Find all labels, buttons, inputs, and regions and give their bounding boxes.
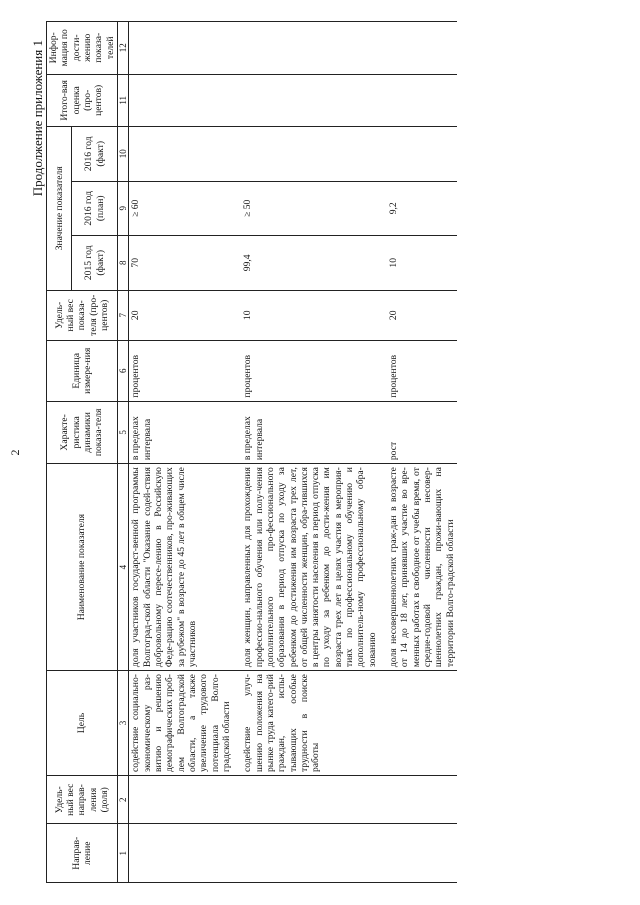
dynamics-cell: в пределах интервала: [129, 401, 233, 464]
value-2016-plan-cell: 9,2: [387, 181, 457, 236]
table-row: [387, 22, 457, 883]
weight-cell: 20: [387, 290, 457, 340]
continuation-label: Продолжение приложения 1: [30, 40, 45, 197]
indicator-cell: доля женщин, направленных для прохождения профессио-нального обучения или полу-чения дополнительного про-фессионального образования в период отпуска по уходу за ребенком до достижения им возраста трех лет, от общей численности женщин, обра-тившихся в центры занятости населения в период отпуска по уходу за ребенком до дости-жения им возраста трех лет в целях участия в мероприя-тиях по профессиональному обучению и дополнитель-ному профессиональному обра-зованию: [241, 464, 379, 671]
value-2015-cell: 10: [387, 236, 457, 291]
column-number-row: [117, 22, 129, 883]
info-cell: [387, 22, 457, 75]
column-number: 3: [117, 671, 129, 776]
weight-direction-cell: [387, 776, 457, 824]
row-gap: [379, 22, 387, 883]
goal-cell: содействие улуч-шению положения на рынке труда катего-рий граждан, испы-тывающих особые трудности в поиске работы: [241, 671, 379, 776]
final-score-cell: [387, 74, 457, 126]
column-number: 1: [117, 824, 129, 883]
column-number: 11: [117, 74, 129, 126]
direction-cell: [387, 824, 457, 883]
value-2015-cell: 70: [129, 236, 233, 291]
goal-cell: содействие социально-экономическому раз-витию и решению демографических проб-лем Волгоградской области, а также увеличение трудового потенциала Волго-градской области: [129, 671, 233, 776]
weight-cell: 10: [241, 290, 379, 340]
indicators-table: [46, 21, 457, 883]
header-unit: Единица измере-ния: [47, 341, 118, 402]
indicator-cell: доля несовершеннолетних граж-дан в возрасте от 14 до 18 лет, принявших участие во вре-менных работах в свободное от учебы время, от средне-годовой численности несовер-шеннолетних граждан, прожи-вающих на территории Волго-градской области: [387, 464, 457, 671]
table-row: [241, 22, 379, 883]
header-value-group: Значение показателя: [47, 127, 72, 291]
value-2016-fact-cell: [387, 127, 457, 182]
info-cell: [241, 22, 379, 75]
goal-cell: [387, 671, 457, 776]
header-indicator-name: Наименование показателя: [47, 464, 118, 671]
header-direction: Направ-ление: [47, 824, 118, 883]
weight-direction-cell: [129, 776, 233, 824]
column-number: 7: [117, 290, 129, 340]
header-row-1: [47, 22, 72, 883]
column-number: 6: [117, 341, 129, 402]
final-score-cell: [241, 74, 379, 126]
unit-cell: процентов: [129, 341, 233, 402]
value-2016-fact-cell: [129, 127, 233, 182]
dynamics-cell: рост: [387, 401, 457, 464]
value-2016-plan-cell: ≥ 50: [241, 181, 379, 236]
indicator-cell: доля участников государст-венной программы Волгоград-ской области "Оказание содей-ствия добровольному пересе-лению в Российскую Феде-рацию соотечественников, про-живающих за рубежом" в возрасте до 45 лет в общем числе участников: [129, 464, 233, 671]
unit-cell: процентов: [241, 341, 379, 402]
weight-direction-cell: [241, 776, 379, 824]
header-final-score: Итого-вая оценка (про-центов): [47, 74, 118, 126]
value-2016-plan-cell: ≥ 60: [129, 181, 233, 236]
direction-cell: [241, 824, 379, 883]
header-weight-direction: Удель-ный вес направ-ления (доля): [47, 776, 118, 824]
column-number: 5: [117, 401, 129, 464]
header-2015-fact: 2015 год (факт): [72, 236, 117, 291]
header-dynamics: Характе-ристика динамики показа-теля: [47, 401, 118, 464]
header-2016-plan: 2016 год (план): [72, 181, 117, 236]
header-achievement-info: Инфор-мация по дости-жению показа-телей: [47, 22, 118, 75]
column-number: 9: [117, 181, 129, 236]
column-number: 12: [117, 22, 129, 75]
dynamics-cell: в пределах интервала: [241, 401, 379, 464]
page-number: 2: [8, 449, 22, 456]
header-goal: Цель: [47, 671, 118, 776]
column-number: 10: [117, 127, 129, 182]
column-number: 4: [117, 464, 129, 671]
header-2016-fact: 2016 год (факт): [72, 127, 117, 182]
unit-cell: процентов: [387, 341, 457, 402]
column-number: 2: [117, 776, 129, 824]
value-2015-cell: 99,4: [241, 236, 379, 291]
info-cell: [129, 22, 233, 75]
value-2016-fact-cell: [241, 127, 379, 182]
weight-cell: 20: [129, 290, 233, 340]
direction-cell: [129, 824, 233, 883]
final-score-cell: [129, 74, 233, 126]
column-number: 8: [117, 236, 129, 291]
row-gap: [233, 22, 241, 883]
header-weight-indicator: Удель-ный вес показа-теля (про-центов): [47, 290, 118, 340]
table-row: [129, 22, 233, 883]
